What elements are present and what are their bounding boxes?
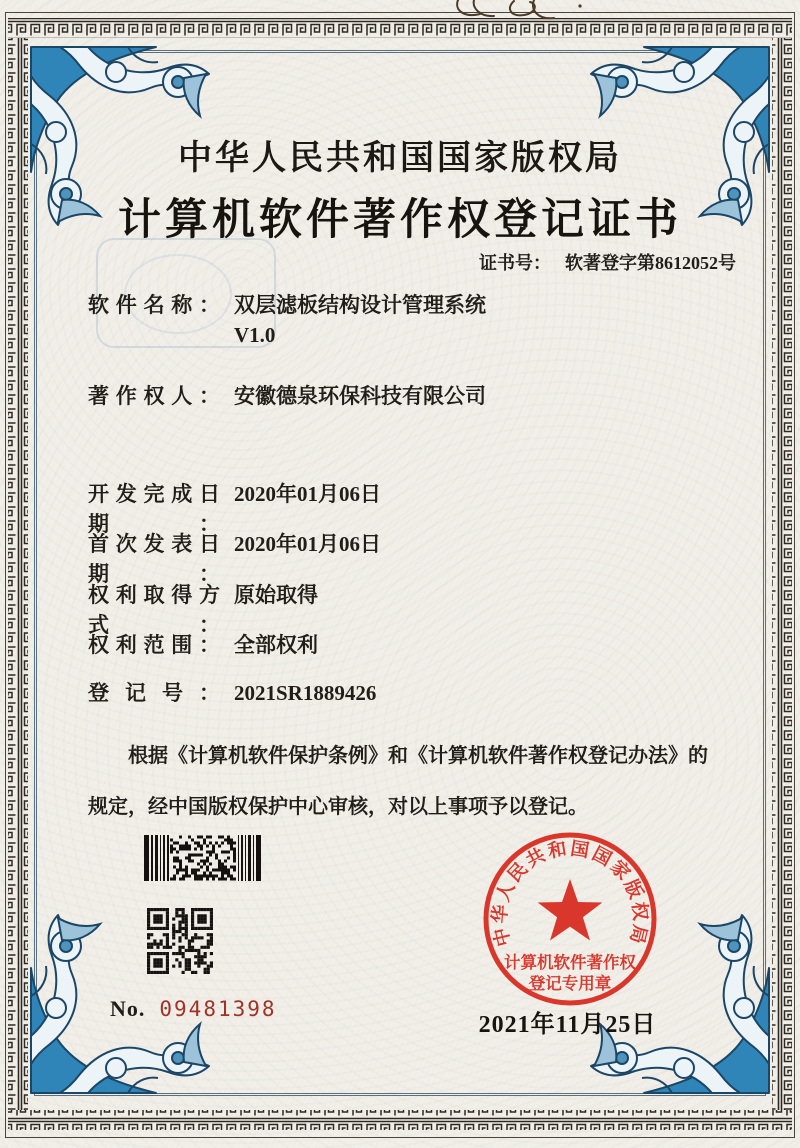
field-row-registration-number [88,678,376,708]
field-value: 2020年01月06日 [234,532,381,556]
statement-line-2: 规定，经中国版权保护中心审核，对以上事项予以登记。 [88,796,588,818]
qr-code [147,908,213,974]
issue-date: 2021年11月25日 [478,1012,657,1038]
field-label: 开发完成日期： [88,482,220,536]
seal-title-line1: 计算机软件著作权 [504,953,636,972]
field-label: 登记号： [88,681,220,705]
field-value: 2020年01月06日 [234,482,381,506]
seal-ring-text: 中华人民共和国国家版权局 [490,839,650,949]
barcode [144,835,262,881]
seal-star-icon [538,879,603,941]
certificate-number-label: 证书号： [479,253,551,273]
field-value: 安徽德泉环保科技有限公司 [234,384,486,408]
field-value: 2021SR1889426 [234,681,377,705]
certificate-number-row [479,249,736,275]
handwritten-mark [430,0,640,28]
seal-title-line2: 登记专用章 [528,974,612,993]
field-row-rights-scope [88,630,318,660]
field-label: 软件名称： [88,293,220,317]
serial-number-value: 09481398 [159,997,277,1021]
registration-statement [88,731,760,833]
field-label: 首次发表日期： [88,532,220,586]
field-value: 原始取得 [234,583,318,607]
field-label: 权利范围： [88,633,220,657]
serial-number-row [110,996,277,1022]
authority-title: 中华人民共和国国家版权局 [178,140,622,177]
field-label: 著作权人： [88,384,220,408]
statement-line-1: 根据《计算机软件保护条例》和《计算机软件著作权登记办法》的 [128,745,708,767]
field-row-copyright-owner [88,381,486,411]
field-value: 双层滤板结构设计管理系统 V1.0 [234,293,486,347]
serial-number-label: No. [110,996,146,1021]
certificate-title: 计算机软件著作权登记证书 [118,197,682,244]
field-value: 全部权利 [234,633,318,657]
field-label: 权利取得方式： [88,583,220,637]
official-seal [478,827,668,1017]
certificate-number-value: 软著登字第8612052号 [565,253,736,273]
field-row-software-name [88,290,486,350]
